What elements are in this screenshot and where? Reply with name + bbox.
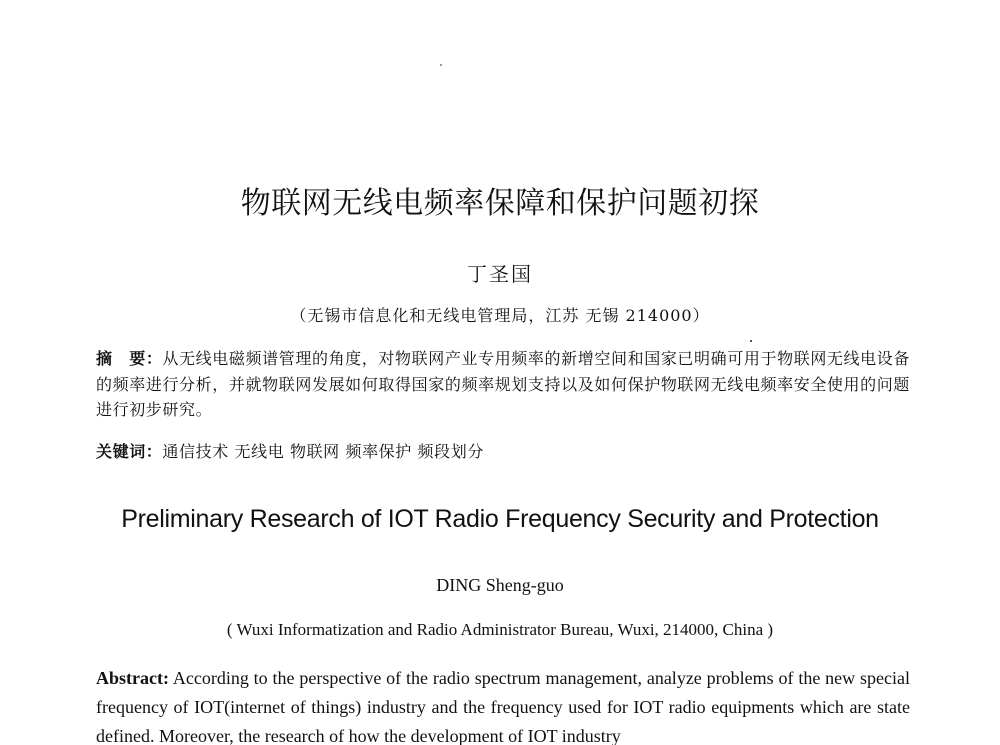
english-title: Preliminary Research of IOT Radio Frequency Security and Protection — [121, 505, 879, 533]
chinese-title: 物联网无线电频率保障和保护问题初探 — [240, 186, 760, 221]
chinese-affiliation: （无锡市信息化和无线电管理局，江苏 无锡 214000） — [290, 306, 710, 325]
english-abstract-text: According to the perspective of the radio spectrum management, analyze problems of the new special frequency of IOT(internet of things) industry and the frequency used for IOT radio equipments which are state defined. Moreover, the research of how the development of IOT industry — [96, 668, 910, 745]
chinese-abstract-text: 从无线电磁频谱管理的角度，对物联网产业专用频率的新增空间和国家已明确可用于物联网无线电设备的频率进行分析，并就物联网发展如何取得国家的频率规划支持以及如何保护物联网无线电频率安全使用的问题进行初步研究。 — [96, 349, 910, 419]
scan-speck — [440, 64, 442, 66]
chinese-keywords — [96, 439, 910, 462]
english-abstract-label: Abstract: — [96, 668, 169, 688]
chinese-author: 丁圣国 — [467, 262, 533, 286]
chinese-keywords-label: 关键词： — [96, 442, 163, 461]
scan-speck — [750, 340, 752, 342]
english-abstract — [96, 664, 910, 745]
chinese-abstract-label: 摘 要： — [96, 349, 163, 368]
english-affiliation: ( Wuxi Informatization and Radio Administrator Bureau, Wuxi, 214000, China ) — [226, 620, 774, 639]
chinese-abstract — [96, 346, 910, 423]
english-author: DING Sheng-guo — [436, 575, 564, 595]
chinese-keywords-text: 通信技术 无线电 物联网 频率保护 频段划分 — [162, 442, 484, 461]
